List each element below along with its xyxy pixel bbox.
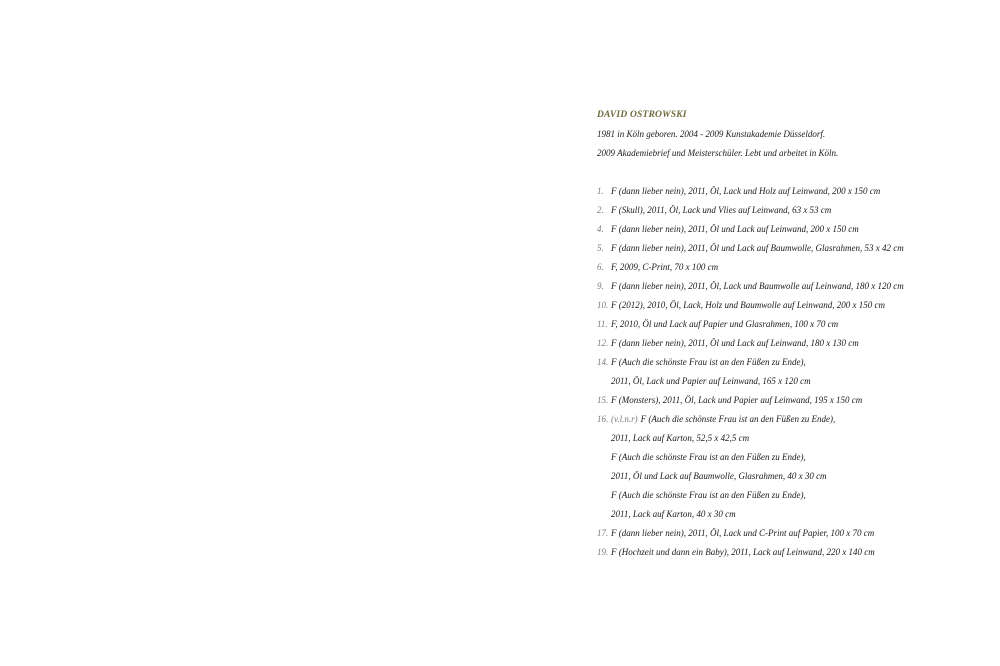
- work-number: 5.: [597, 243, 604, 253]
- work-number: 19.: [597, 547, 609, 557]
- artist-caption-block: [597, 106, 992, 562]
- work-item: [597, 258, 992, 277]
- artist-name: DAVID OSTROWSKI: [597, 110, 687, 120]
- work-item: [597, 315, 992, 334]
- work-item: [597, 239, 992, 258]
- work-item: [597, 353, 992, 372]
- work-item: [597, 182, 992, 201]
- work-caption: [611, 410, 835, 429]
- work-item: [597, 201, 992, 220]
- work-number: 2.: [597, 205, 604, 215]
- work-caption-continuation: F (Auch die schönste Frau ist an den Füßen zu Ende),: [611, 452, 806, 462]
- work-note: (v.l.n.r): [611, 414, 638, 424]
- work-caption: F (Hochzeit und dann ein Baby), 2011, Lack auf Leinwand, 220 x 140 cm: [611, 547, 875, 557]
- work-item: [597, 277, 992, 296]
- work-caption: F (dann lieber nein), 2011, Öl, Lack und Baumwolle auf Leinwand, 180 x 120 cm: [611, 281, 904, 291]
- work-caption: F (dann lieber nein), 2011, Öl und Lack auf Baumwolle, Glasrahmen, 53 x 42 cm: [611, 243, 904, 253]
- work-caption: F (dann lieber nein), 2011, Öl und Lack auf Leinwand, 180 x 130 cm: [611, 338, 859, 348]
- work-caption-continuation: 2011, Öl, Lack und Papier auf Leinwand, 165 x 120 cm: [611, 376, 811, 386]
- work-caption-text: F (Auch die schönste Frau ist an den Füßen zu Ende),: [640, 414, 836, 424]
- work-caption: F, 2009, C-Print, 70 x 100 cm: [611, 262, 719, 272]
- work-caption: F, 2010, Öl und Lack auf Papier und Glasrahmen, 100 x 70 cm: [611, 319, 839, 329]
- work-caption: F (Skull), 2011, Öl, Lack und Vlies auf Leinwand, 63 x 53 cm: [611, 205, 832, 215]
- work-number: 1.: [597, 186, 604, 196]
- work-item: [597, 410, 992, 429]
- work-item: [597, 543, 992, 562]
- work-caption: F (dann lieber nein), 2011, Öl und Lack auf Leinwand, 200 x 150 cm: [611, 224, 859, 234]
- work-caption-continuation: 2011, Öl und Lack auf Baumwolle, Glasrahmen, 40 x 30 cm: [611, 471, 827, 481]
- artist-bio-line: 1981 in Köln geboren. 2004 - 2009 Kunstakademie Düsseldorf.: [597, 129, 826, 139]
- work-item: [597, 220, 992, 239]
- work-number: 16.: [597, 414, 609, 424]
- work-number: 4.: [597, 224, 604, 234]
- work-caption-continuation: F (Auch die schönste Frau ist an den Füßen zu Ende),: [611, 490, 806, 500]
- work-number: 6.: [597, 262, 604, 272]
- work-number: 12.: [597, 338, 609, 348]
- work-caption: F (2012), 2010, Öl, Lack, Holz und Baumwolle auf Leinwand, 200 x 150 cm: [611, 300, 885, 310]
- work-caption: F (Monsters), 2011, Öl, Lack und Papier auf Leinwand, 195 x 150 cm: [611, 395, 863, 405]
- work-caption: F (dann lieber nein), 2011, Öl, Lack und Holz auf Leinwand, 200 x 150 cm: [611, 186, 881, 196]
- work-item: [597, 334, 992, 353]
- work-number: 10.: [597, 300, 609, 310]
- work-item: [597, 391, 992, 410]
- work-number: 11.: [597, 319, 608, 329]
- work-caption-continuation: 2011, Lack auf Karton, 52,5 x 42,5 cm: [611, 433, 750, 443]
- artist-bio-line: 2009 Akademiebrief und Meisterschüler. Lebt und arbeitet in Köln.: [597, 148, 839, 158]
- work-caption: F (Auch die schönste Frau ist an den Füßen zu Ende),: [611, 357, 806, 367]
- work-number: 15.: [597, 395, 609, 405]
- spacer: [597, 163, 992, 182]
- work-number: 14.: [597, 357, 609, 367]
- work-number: 17.: [597, 528, 609, 538]
- work-number: 9.: [597, 281, 604, 291]
- work-caption: F (dann lieber nein), 2011, Öl, Lack und C-Print auf Papier, 100 x 70 cm: [611, 528, 875, 538]
- work-caption-continuation: 2011, Lack auf Karton, 40 x 30 cm: [611, 509, 736, 519]
- work-item: [597, 296, 992, 315]
- work-item: [597, 524, 992, 543]
